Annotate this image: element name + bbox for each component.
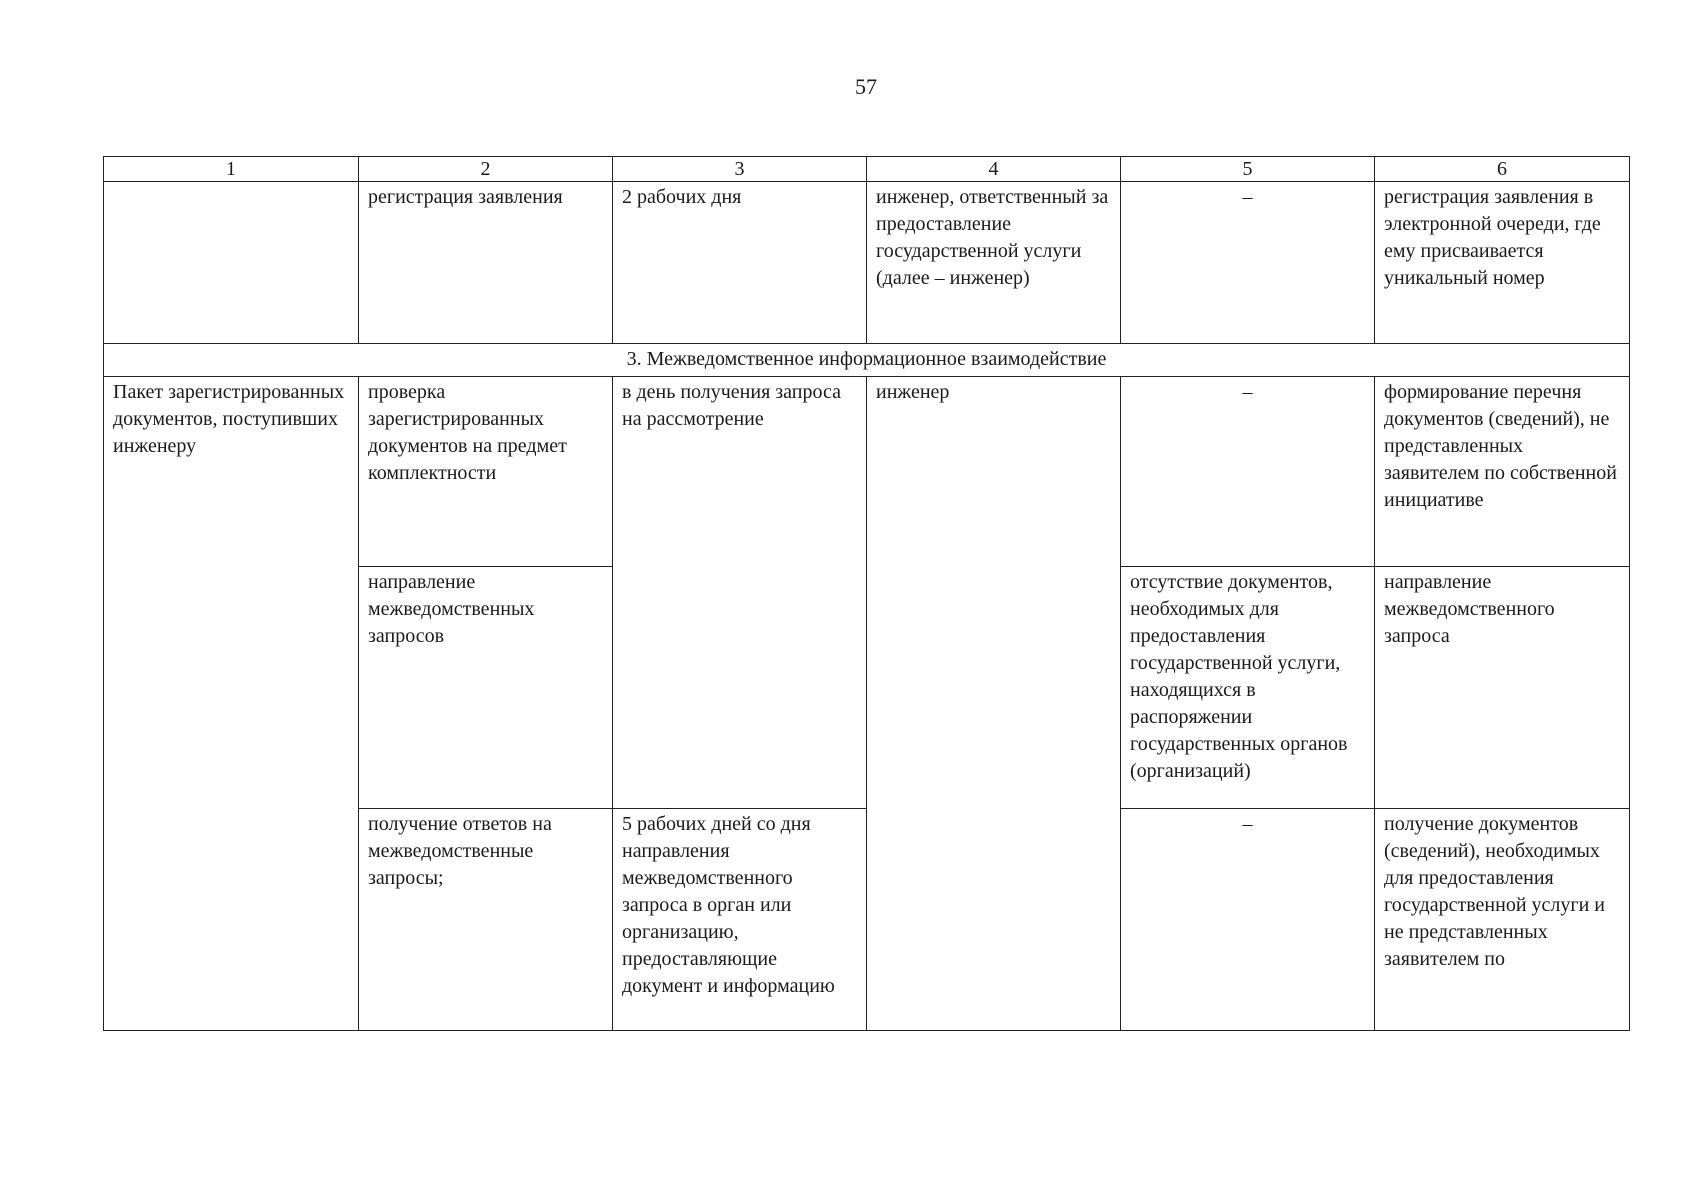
section-title: 3. Межведомственное информационное взаимодействие [104, 344, 1630, 377]
column-header-2: 2 [359, 157, 613, 182]
row1-cell-duration: 2 рабочих дня [613, 182, 867, 344]
row1-cell-basis [104, 182, 359, 344]
block-row2-action: направление межведомственных запросов [359, 567, 613, 809]
block-row3-duration: 5 рабочих дней со дня направления межведомственного запроса в орган или организацию, предоставляющие документ и информацию [613, 809, 867, 1031]
column-header-3: 3 [613, 157, 867, 182]
column-header-5: 5 [1121, 157, 1375, 182]
block-cell-basis: Пакет зарегистрированных документов, поступивших инженеру [104, 377, 359, 1031]
row1-cell-criteria: – [1121, 182, 1375, 344]
table-row [104, 182, 1630, 344]
page-number: 57 [855, 74, 877, 99]
column-header-1: 1 [104, 157, 359, 182]
block-cell-responsible: инженер [867, 377, 1121, 1031]
block-row2-result: направление межведомственного запроса [1375, 567, 1630, 809]
procedure-table [103, 156, 1630, 1031]
block-row1-result: формирование перечня документов (сведений), не представленных заявителем по собственной инициативе [1375, 377, 1630, 567]
block-row1-action: проверка зарегистрированных документов на предмет комплектности [359, 377, 613, 567]
table-row [104, 377, 1630, 567]
block-row1-criteria: – [1121, 377, 1375, 567]
row1-cell-result: регистрация заявления в электронной очереди, где ему присваивается уникальный номер [1375, 182, 1630, 344]
block-row2-criteria: отсутствие документов, необходимых для предоставления государственной услуги, находящихся в распоряжении государственных органов (организаций) [1121, 567, 1375, 809]
block-row3-action: получение ответов на межведомственные запросы; [359, 809, 613, 1031]
column-header-4: 4 [867, 157, 1121, 182]
block-row3-criteria: – [1121, 809, 1375, 1031]
block-row1-duration: в день получения запроса на рассмотрение [613, 377, 867, 809]
table-header-row [104, 157, 1630, 182]
row1-cell-action: регистрация заявления [359, 182, 613, 344]
section-row [104, 344, 1630, 377]
block-row3-result: получение документов (сведений), необходимых для предоставления государственной услуги и не представленных заявителем по [1375, 809, 1630, 1031]
column-header-6: 6 [1375, 157, 1630, 182]
row1-cell-responsible: инженер, ответственный за предоставление государственной услуги (далее – инженер) [867, 182, 1121, 344]
